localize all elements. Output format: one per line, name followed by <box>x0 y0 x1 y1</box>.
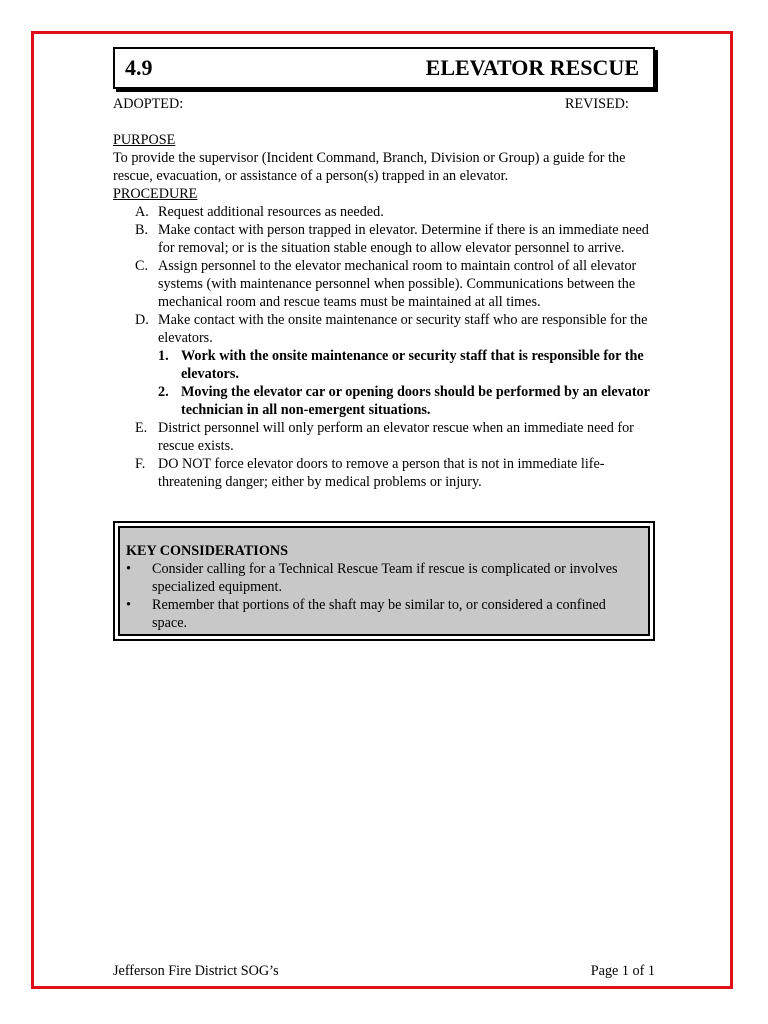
item-marker: A. <box>135 204 149 220</box>
title-banner <box>113 47 655 89</box>
item-text: Request additional resources as needed. <box>158 204 384 220</box>
procedure-item-c <box>113 257 655 311</box>
procedure-item-a <box>113 203 655 221</box>
footer-organization: Jefferson Fire District SOG’s <box>113 963 279 979</box>
key-item-text: Remember that portions of the shaft may be similar to, or considered a confined space. <box>152 597 606 631</box>
item-marker: B. <box>135 222 149 238</box>
item-text: DO NOT force elevator doors to remove a person that is not in immediate life-threatening danger; either by medical problems or injury. <box>158 456 605 490</box>
item-text: Make contact with person trapped in elevator. Determine if there is an immediate need for removal; or is the situation stable enough to allow elevator personnel to arrive. <box>158 222 649 256</box>
item-text: District personnel will only perform an elevator rescue when an immediate need for rescue exists. <box>158 420 634 454</box>
item-marker: D. <box>135 312 149 328</box>
section-number: 4.9 <box>125 55 153 80</box>
key-item <box>126 560 642 596</box>
sub-item-text: Work with the onsite maintenance or security staff that is responsible for the elevators. <box>181 348 644 382</box>
key-considerations-title: KEY CONSIDERATIONS <box>126 543 289 559</box>
key-item-text: Consider calling for a Technical Rescue Team if rescue is complicated or involves specialized equipment. <box>152 561 618 595</box>
procedure-item-b <box>113 221 655 257</box>
sub-item-2 <box>158 383 655 419</box>
page-footer <box>113 962 655 980</box>
bullet-icon: • <box>126 561 131 577</box>
adopted-label: ADOPTED: <box>113 96 184 112</box>
key-considerations-box <box>113 521 655 641</box>
procedure-list <box>113 203 655 491</box>
purpose-text: To provide the supervisor (Incident Command, Branch, Division or Group) a guide for the rescue, evacuation, or assistance of a person(s) trapped in an elevator. <box>113 150 626 184</box>
item-text: Assign personnel to the elevator mechanical room to maintain control of all elevator systems (with maintenance personnel when possible). Communications between the mechanical room and rescue teams must be maintained at all times. <box>158 258 637 310</box>
item-text: Make contact with the onsite maintenance or security staff who are responsible for the elevators. <box>158 312 648 346</box>
key-considerations-panel <box>118 526 650 636</box>
revised-label: REVISED: <box>565 96 629 112</box>
footer-page-number: Page 1 of 1 <box>590 963 655 979</box>
page-title: ELEVATOR RESCUE <box>425 55 639 80</box>
bullet-icon: • <box>126 597 131 613</box>
sub-item-marker: 1. <box>158 348 169 364</box>
procedure-d-sublist <box>158 347 655 419</box>
sub-item-1 <box>158 347 655 383</box>
key-considerations-list <box>126 560 642 632</box>
procedure-item-d <box>113 311 655 419</box>
procedure-item-e <box>113 419 655 455</box>
adoption-row <box>113 95 655 113</box>
key-item <box>126 596 642 632</box>
sub-item-text: Moving the elevator car or opening doors should be performed by an elevator technician in all non-emergent situations. <box>181 384 650 418</box>
procedure-item-f <box>113 455 655 491</box>
procedure-heading: PROCEDURE <box>113 186 198 202</box>
item-marker: F. <box>135 456 146 472</box>
sub-item-marker: 2. <box>158 384 169 400</box>
item-marker: E. <box>135 420 148 436</box>
item-marker: C. <box>135 258 149 274</box>
purpose-heading: PURPOSE <box>113 132 176 148</box>
document-body <box>113 131 655 491</box>
